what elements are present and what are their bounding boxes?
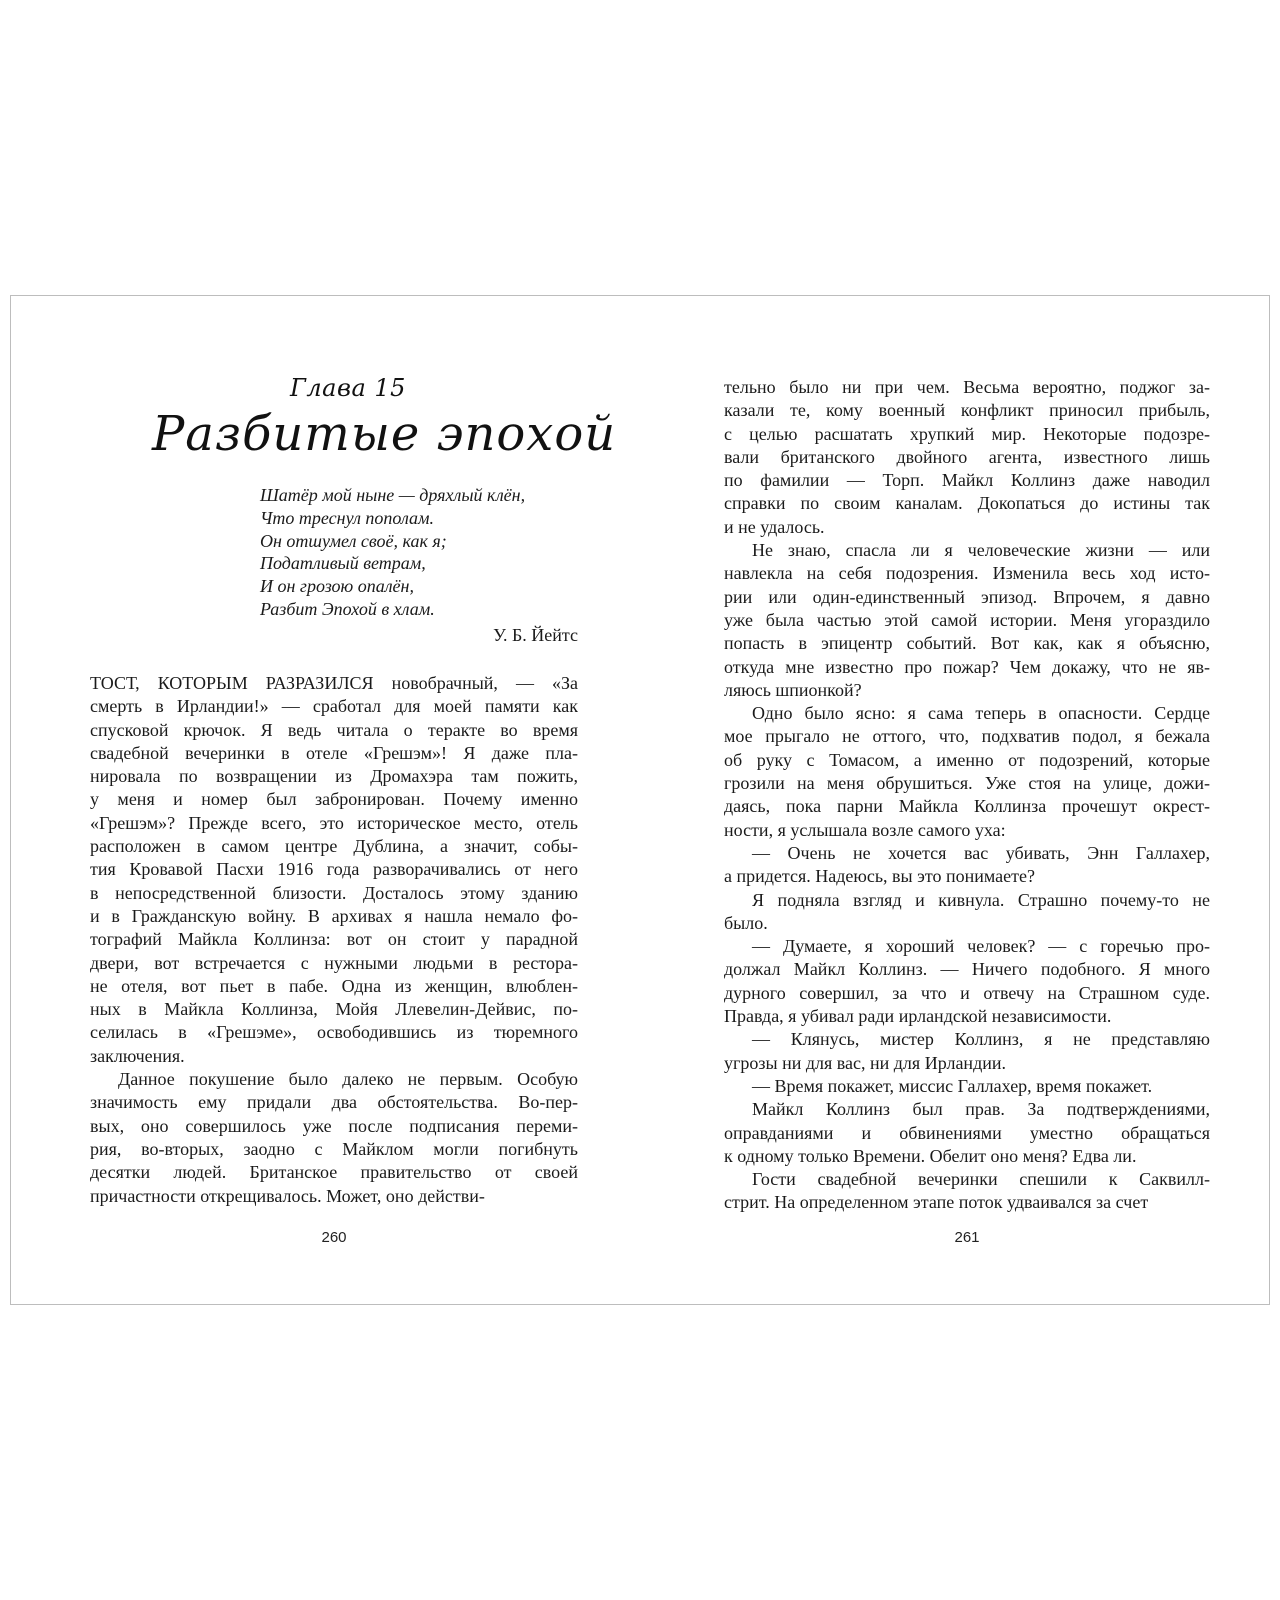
text-line: спусковой крючок. Я ведь читала о теракте во время bbox=[90, 719, 578, 740]
text-line: Правда, я убивал ради ирландской независимости. bbox=[724, 1006, 1112, 1027]
epigraph-line: Податливый ветрам, bbox=[260, 553, 426, 574]
text-line: смерть в Ирландии!» — сработал для моей памяти как bbox=[90, 696, 578, 717]
epigraph-line: Шатёр мой ныне — дряхлый клён, bbox=[260, 485, 526, 505]
paragraph bbox=[724, 889, 1210, 936]
paragraph bbox=[724, 376, 1210, 539]
text-line: — Очень не хочется вас убивать, Энн Галлахер, bbox=[752, 842, 1210, 863]
page-number-right: 261 bbox=[954, 1229, 980, 1246]
text-line: нировала по возвращении из Дромахэра там пожить, bbox=[90, 766, 578, 787]
paragraph bbox=[724, 539, 1210, 702]
text-line: не отеля, вот пьет в пабе. Одна из женщин, влюблен- bbox=[90, 975, 578, 996]
text-line: грозили на меня обрушиться. Уже стоя на улице, дожи- bbox=[724, 773, 1210, 794]
text-line: по фамилии — Торп. Майкл Коллинз даже наводил bbox=[724, 470, 1210, 491]
text-line: с целью расшатать хрупкий мир. Некоторые подозре- bbox=[724, 423, 1210, 444]
text-line: значимость ему придали два обстоятельства. Во-пер- bbox=[90, 1092, 578, 1113]
text-line: а придется. Надеюсь, вы это понимаете? bbox=[724, 866, 1035, 887]
epigraph bbox=[260, 484, 578, 647]
left-page bbox=[90, 296, 617, 1304]
text-line: об руку с Томасом, а именно от подозрений, которые bbox=[724, 749, 1210, 770]
text-line: откуда мне известно про пожар? Чем докажу, что не яв- bbox=[724, 656, 1210, 677]
text-line: тия Кровавой Пасхи 1916 года разворачивались от него bbox=[90, 859, 578, 880]
chapter-label: Глава 15 bbox=[290, 374, 406, 402]
text-line: вали британского двойного агента, известного лишь bbox=[724, 446, 1210, 467]
text-line: Майкл Коллинз был прав. За подтверждениями, bbox=[752, 1099, 1210, 1120]
text-line: даясь, пока парни Майкла Коллинза прочешут окрест- bbox=[724, 796, 1210, 817]
paragraph bbox=[90, 1068, 578, 1208]
paragraph bbox=[724, 935, 1210, 1028]
paragraph bbox=[724, 1028, 1210, 1075]
epigraph-author: У. Б. Йейтс bbox=[493, 624, 578, 645]
text-line: вых, оно совершилось уже после подписания переми- bbox=[90, 1115, 578, 1136]
text-line: Данное покушение было далеко не первым. Особую bbox=[118, 1069, 578, 1090]
epigraph-line: И он грозою опалён, bbox=[260, 576, 414, 597]
paragraph bbox=[724, 702, 1210, 842]
text-line: дурного совершил, за что и отвечу на Страшном суде. bbox=[724, 982, 1210, 1003]
text-line: причастности открещивалось. Может, оно действи- bbox=[90, 1185, 485, 1206]
paragraph bbox=[90, 672, 578, 1068]
text-line: тельно было ни при чем. Весьма вероятно, поджог за- bbox=[724, 377, 1210, 397]
text-line: было. bbox=[724, 912, 768, 933]
text-line: — Думаете, я хороший человек? — с горечью про- bbox=[752, 936, 1210, 957]
text-line: справки по своим каналам. Докопаться до истины так bbox=[724, 493, 1210, 514]
text-line: рии или один-единственный эпизод. Впрочем, я давно bbox=[724, 586, 1210, 607]
text-line: заключения. bbox=[90, 1045, 185, 1066]
text-line: селилась в «Грешэме», освободившись из тюремного bbox=[90, 1022, 578, 1043]
paragraph bbox=[724, 1075, 1210, 1098]
text-line: казали те, кому военный конфликт приносил прибыль, bbox=[724, 400, 1210, 421]
paragraph bbox=[724, 842, 1210, 889]
text-line: стрит. На определенном этапе поток удваивался за счет bbox=[724, 1192, 1149, 1213]
text-line: расположен в самом центре Дублина, а значит, собы- bbox=[90, 836, 578, 857]
epigraph-line: Разбит Эпохой в хлам. bbox=[260, 598, 435, 619]
text-line: десятки людей. Британское правительство от своей bbox=[90, 1162, 578, 1183]
text-line: оправданиями и обвинениями уместно обращаться bbox=[724, 1122, 1210, 1143]
text-line: — Клянусь, мистер Коллинз, я не представляю bbox=[752, 1029, 1210, 1050]
epigraph-line: Что треснул пополам. bbox=[260, 507, 435, 528]
right-page bbox=[724, 296, 1210, 1304]
text-line: Я подняла взгляд и кивнула. Страшно почему-то не bbox=[752, 889, 1210, 910]
text-line: и в Гражданскую войну. В архивах я нашла немало фо- bbox=[90, 905, 578, 926]
text-line: рия, во-вторых, заодно с Майклом могли погибнуть bbox=[90, 1138, 578, 1159]
right-body-text bbox=[724, 376, 1210, 1215]
paragraph bbox=[724, 1168, 1210, 1215]
book-spread bbox=[10, 295, 1270, 1305]
text-line: — Время покажет, миссис Галлахер, время покажет. bbox=[752, 1075, 1153, 1096]
text-line: свадебной вечеринки в отеле «Грешэм»! Я даже пла- bbox=[90, 742, 578, 763]
text-line: и не удалось. bbox=[724, 516, 825, 537]
page-number-left: 260 bbox=[321, 1229, 347, 1246]
left-body-text bbox=[90, 672, 578, 1208]
text-line: ТОСТ, КОТОРЫМ РАЗРАЗИЛСЯ новобрачный, — «За bbox=[90, 673, 578, 693]
text-line: двери, вот встречается с нужными людьми в рестора- bbox=[90, 952, 578, 973]
text-line: «Грешэм»? Прежде всего, это историческое место, отель bbox=[90, 812, 578, 833]
text-line: навлекла на себя подозрения. Изменила весь ход исто- bbox=[724, 563, 1210, 584]
text-line: ности, я услышала возле самого уха: bbox=[724, 819, 1006, 840]
paragraph bbox=[724, 1098, 1210, 1168]
text-line: тографий Майкла Коллинза: вот он стоит у парадной bbox=[90, 929, 578, 950]
text-line: к одному только Времени. Обелит оно меня? Едва ли. bbox=[724, 1145, 1137, 1166]
text-line: в непосредственной близости. Досталось этому зданию bbox=[90, 882, 578, 903]
text-line: мое прыгало не оттого, что, подхватив подол, я бежала bbox=[724, 726, 1210, 747]
text-line: Одно было ясно: я сама теперь в опасности. Сердце bbox=[752, 703, 1210, 724]
text-line: попасть в эпицентр событий. Вот как, как я объясню, bbox=[724, 633, 1210, 654]
text-line: Не знаю, спасла ли я человеческие жизни — или bbox=[752, 540, 1210, 561]
text-line: угрозы ни для вас, ни для Ирландии. bbox=[724, 1052, 1006, 1073]
text-line: ляюсь шпионкой? bbox=[724, 679, 862, 700]
text-line: уже была частью этой самой истории. Меня угораздило bbox=[724, 609, 1210, 630]
text-line: должал Майкл Коллинз. — Ничего подобного. Я много bbox=[724, 959, 1210, 980]
text-line: ных в Майкла Коллинза, Мойя Ллевелин-Дейвис, по- bbox=[90, 999, 578, 1020]
text-line: Гости свадебной вечеринки спешили к Саквилл- bbox=[752, 1169, 1210, 1190]
epigraph-line: Он отшумел своё, как я; bbox=[260, 530, 447, 551]
text-line: у меня и номер был забронирован. Почему именно bbox=[90, 789, 578, 810]
chapter-title: Разбитые эпохой bbox=[152, 406, 617, 462]
